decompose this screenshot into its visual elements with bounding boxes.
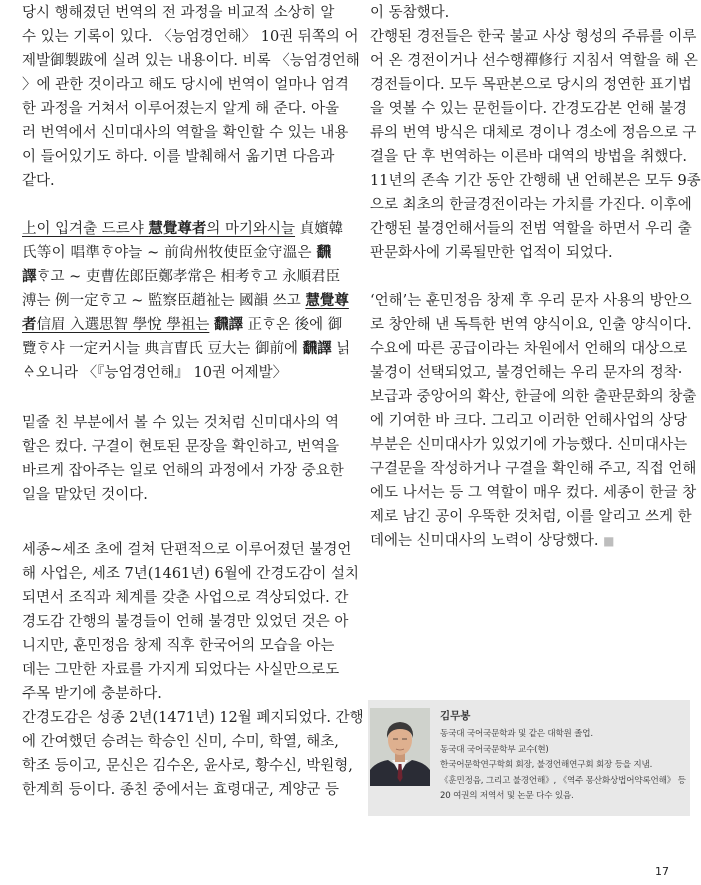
text-line — [22, 361, 331, 385]
text-line: 경전들이다. 모두 목판본으로 당시의 정연한 표기법 — [370, 77, 692, 93]
text-line: 어 온 경전이거나 선수행禪修行 지침서 역할을 해 온 — [370, 53, 698, 69]
text-segment: 貞嬪韓 — [295, 221, 344, 237]
text-line: 〉에 관한 것이라고 해도 당시에 번역이 얼마나 엄격 — [22, 77, 349, 93]
text-line: 같다. — [22, 173, 55, 189]
text-segment: 데에는 신미대사의 노력이 상당했다. — [370, 533, 604, 549]
text-line — [22, 313, 343, 337]
text-line: 수 있는 기록이 있다. 〈능엄경언해〉 10권 뒤쪽의 어 — [22, 29, 359, 45]
text-segment: 溥는 例一定ᄒᆞ고 ~ 監察臣趙祉는 國韻 쓰고 — [22, 293, 306, 309]
paragraph-scriptures — [370, 25, 701, 265]
paragraph-conclusion — [370, 289, 697, 553]
underlined-text: 慧覺尊者 — [148, 220, 207, 237]
emphasized-text: 飜譯 — [302, 340, 332, 357]
end-mark-icon: ■ — [603, 534, 615, 548]
text-line: 불경이 선택되었고, 불경언해는 우리 문자의 정착· — [370, 365, 683, 381]
emphasized-text: 飜譯 — [213, 316, 243, 333]
left-column — [22, 0, 364, 812]
emphasized-text: 飜 — [316, 244, 331, 261]
text-line: 데는 그만한 자료를 가지게 되었다는 사실만으로도 — [22, 662, 340, 678]
text-line — [22, 337, 351, 361]
text-line — [22, 289, 349, 313]
author-profile-box — [368, 700, 690, 816]
underlined-text: 慧覺尊 — [305, 292, 349, 309]
paragraph-role — [22, 411, 344, 507]
text-line: 러 번역에서 신미대사의 역할을 확인할 수 있는 내용 — [22, 125, 349, 141]
text-line: 부분은 신미대사가 있었기에 가능했다. 신미대사는 — [370, 437, 688, 453]
text-line: 밑줄 친 부분에서 볼 수 있는 것처럼 신미대사의 역 — [22, 415, 340, 431]
text-line — [22, 265, 341, 289]
text-line: 니지만, 훈민정음 창제 직후 한국어의 모습을 아는 — [22, 638, 335, 654]
bio-line: 20 여권의 저역서 및 논문 다수 있음. — [440, 791, 574, 801]
text-line: 주목 받기에 충분하다. — [22, 686, 162, 702]
underlined-text: 의 마기와시늘 — [206, 221, 296, 237]
text-line: 제로 남긴 공이 우뚝한 것처럼, 이를 알리고 쓰게 한 — [370, 509, 692, 525]
text-line — [22, 217, 344, 241]
text-line: 간행된 경전들은 한국 불교 사상 형성의 주류를 이루 — [370, 29, 697, 45]
text-segment: 氏等이 唱準ᄒᆞ야늘 ~ 前尙州牧使臣金守溫은 — [22, 245, 317, 261]
bio-line: 동국대 국어국문학부 교수(현) — [440, 744, 549, 755]
text-line: 경도감 간행의 불경들이 언해 불경만 있었던 것은 아 — [22, 614, 349, 630]
paragraph-participants-continued — [370, 1, 681, 25]
text-line: 으로 최초의 한글경전이라는 가치를 가진다. 이후에 — [370, 197, 692, 213]
text-line: 류의 번역 방식은 대체로 경이나 경소에 정음으로 구 — [370, 125, 697, 141]
text-line: 당시 행해졌던 번역의 전 과정을 비교적 소상히 알 — [22, 5, 335, 21]
author-photo — [370, 708, 430, 786]
text-segment: 覽ᄒᆞ샤 一定커시늘 典言曺氏 豆大는 御前에 — [22, 341, 303, 357]
text-segment: ᄒᆞ고 ~ 吏曹佐郎臣鄭孝常은 相考ᄒᆞ고 永順君臣 — [36, 269, 341, 285]
text-line: 구결문을 작성하거나 구결을 확인해 주고, 직접 언해 — [370, 461, 697, 477]
text-line: 일을 맡았던 것이다. — [22, 487, 148, 503]
text-line: 한 과정을 거쳐서 이루어졌는지 알게 해 준다. 아울 — [22, 101, 340, 117]
text-line: 11년의 존속 기간 동안 간행해 낸 언해본은 모두 9종 — [370, 173, 701, 189]
text-line: 되면서 조직과 체계를 갖춘 사업으로 격상되었다. 간 — [22, 590, 349, 606]
text-line: 간행된 불경언해서들의 전범 역할을 하면서 우리 출 — [370, 221, 692, 237]
text-line: 할은 컸다. 구결이 현토된 문장을 확인하고, 번역을 — [22, 439, 340, 455]
text-line: 에도 나서는 등 그 역할이 매우 컸다. 세종이 한글 창 — [370, 485, 697, 501]
text-line: 판문화사에 기록될만한 업적이 되었다. — [370, 245, 613, 261]
text-line: 에 간여했던 승려는 학승인 신미, 수미, 학열, 해초, — [22, 734, 339, 750]
text-line: 간경도감은 성종 2년(1471년) 12월 폐지되었다. 간행 — [22, 710, 364, 726]
author-name: 김무봉 — [440, 710, 471, 722]
text-line: 에 기여한 바 크다. 그리고 이러한 언해사업의 상당 — [370, 413, 688, 429]
bio-line: 동국대 국어국문학과 및 같은 대학원 졸업. — [440, 729, 593, 739]
text-segment: 正ᄒᆞ온 後에 御 — [242, 317, 343, 333]
text-line: 해 사업은, 세조 7년(1461년) 6월에 간경도감이 설치 — [22, 566, 360, 582]
paragraph-project — [22, 538, 360, 706]
text-line — [22, 241, 331, 265]
right-column — [370, 0, 701, 560]
text-line — [370, 529, 681, 553]
paragraph-intro — [22, 1, 360, 193]
text-line: 학조 등이고, 문신은 김수온, 윤사로, 황수신, 박원형, — [22, 758, 353, 774]
text-line: 결을 단 후 번역하는 이른바 대역의 방법을 취했다. — [370, 149, 688, 165]
text-line: ‘언해’는 훈민정음 창제 후 우리 문자 사용의 방안으 — [370, 293, 692, 309]
author-bio — [440, 727, 686, 805]
author-info — [440, 709, 686, 805]
text-line: 한계희 등이다. 종친 중에서는 효령대군, 계양군 등 — [22, 782, 340, 798]
underlined-text: 上이 입겨출 드르샤 — [22, 221, 149, 237]
bio-line: 《훈민정음, 그리고 불경언해》, 《역주 몽산화상법어약록언해》 등 — [440, 775, 686, 786]
text-line: 이 동참했다. — [370, 5, 450, 21]
text-line: 제발御製跋에 실려 있는 내용이다. 비록 〈능엄경언해 — [22, 53, 360, 69]
text-line: 보급과 중앙어의 확산, 한글에 의한 출판문화의 창출 — [370, 389, 697, 405]
underlined-text: 者 — [22, 316, 37, 333]
text-line: 이 들어있기도 하다. 이를 발췌해서 옮기면 다음과 — [22, 149, 335, 165]
page-number: 17 — [655, 865, 669, 878]
bio-line: 한국어문학연구학회 회장, 불경언해연구회 회장 등을 지냄. — [440, 760, 653, 770]
text-segment: 닑 — [331, 341, 351, 357]
paragraph-participants — [22, 706, 364, 802]
text-line: 로 창안해 낸 독특한 번역 양식이요, 인출 양식이다. — [370, 317, 692, 333]
underlined-text: 信眉 入選思智 學悅 學祖는 — [36, 317, 210, 333]
text-line: 세종~세조 초에 걸쳐 단편적으로 이루어졌던 불경언 — [22, 542, 352, 558]
text-line: 바르게 잡아주는 일로 언해의 과정에서 가장 중요한 — [22, 463, 344, 479]
text-line: 을 엿볼 수 있는 문헌들이다. 간경도감본 언해 불경 — [370, 101, 688, 117]
text-line: 수요에 따른 공급이라는 차원에서 언해의 대상으로 — [370, 341, 688, 357]
emphasized-text: 譯 — [22, 268, 37, 285]
text-segment: ᅀᆞ오니라 〈『능엄경언해』 10권 어제발〉 — [22, 365, 288, 381]
quote-block — [22, 217, 351, 385]
